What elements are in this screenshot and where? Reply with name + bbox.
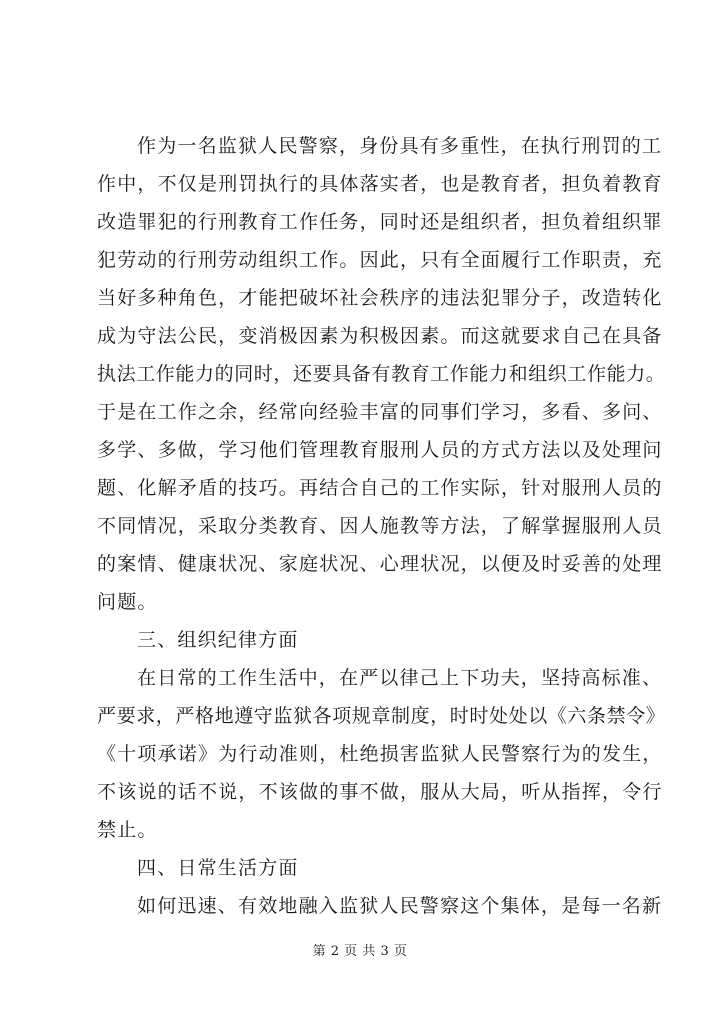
text-line: 执法工作能力的同时，还要具备有教育工作能力和组织工作能力。 xyxy=(97,363,666,385)
text-line: 改造罪犯的行刑教育工作任务，同时还是组织者，担负着组织罪 xyxy=(97,211,663,233)
text-line: 严要求，严格地遵守监狱各项规章制度，时时处处以《六条禁令》 xyxy=(97,705,666,727)
text-line: 不同情况，采取分类教育、因人施教等方法，了解掌握服刑人员 xyxy=(97,515,663,537)
section-heading: 四、日常生活方面 xyxy=(137,857,299,879)
text-line: 作中，不仅是刑罚执行的具体落实者，也是教育者，担负着教育 xyxy=(97,173,663,195)
text-line: 犯劳动的行刑劳动组织工作。因此，只有全面履行工作职责，充 xyxy=(97,249,663,271)
page-footer: 第 2 页 共 3 页 xyxy=(312,944,408,959)
text-line: 问题。 xyxy=(97,591,158,613)
text-line: 作为一名监狱人民警察，身份具有多重性，在执行刑罚的工 xyxy=(137,135,663,157)
text-line: 当好多种角色，才能把破坏社会秩序的违法犯罪分子，改造转化 xyxy=(97,287,663,309)
text-line: 禁止。 xyxy=(97,819,158,841)
text-line: 题、化解矛盾的技巧。再结合自己的工作实际，针对服刑人员的 xyxy=(97,477,663,499)
text-line: 的案情、健康状况、家庭状况、心理状况，以便及时妥善的处理 xyxy=(97,553,663,575)
text-line: 不该说的话不说，不该做的事不做，服从大局，听从指挥，令行 xyxy=(97,781,663,803)
text-line: 多学、多做，学习他们管理教育服刑人员的方式方法以及处理问 xyxy=(97,439,663,461)
text-line: 于是在工作之余，经常向经验丰富的同事们学习，多看、多问、 xyxy=(97,401,663,423)
text-line: 如何迅速、有效地融入监狱人民警察这个集体，是每一名新 xyxy=(137,895,663,917)
section-heading: 三、组织纪律方面 xyxy=(137,629,299,651)
text-line: 《十项承诺》为行动准则，杜绝损害监狱人民警察行为的发生， xyxy=(97,743,663,765)
text-line: 在日常的工作生活中，在严以律己上下功夫，坚持高标准、 xyxy=(137,667,663,689)
text-line: 成为守法公民，变消极因素为积极因素。而这就要求自己在具备 xyxy=(97,325,663,347)
